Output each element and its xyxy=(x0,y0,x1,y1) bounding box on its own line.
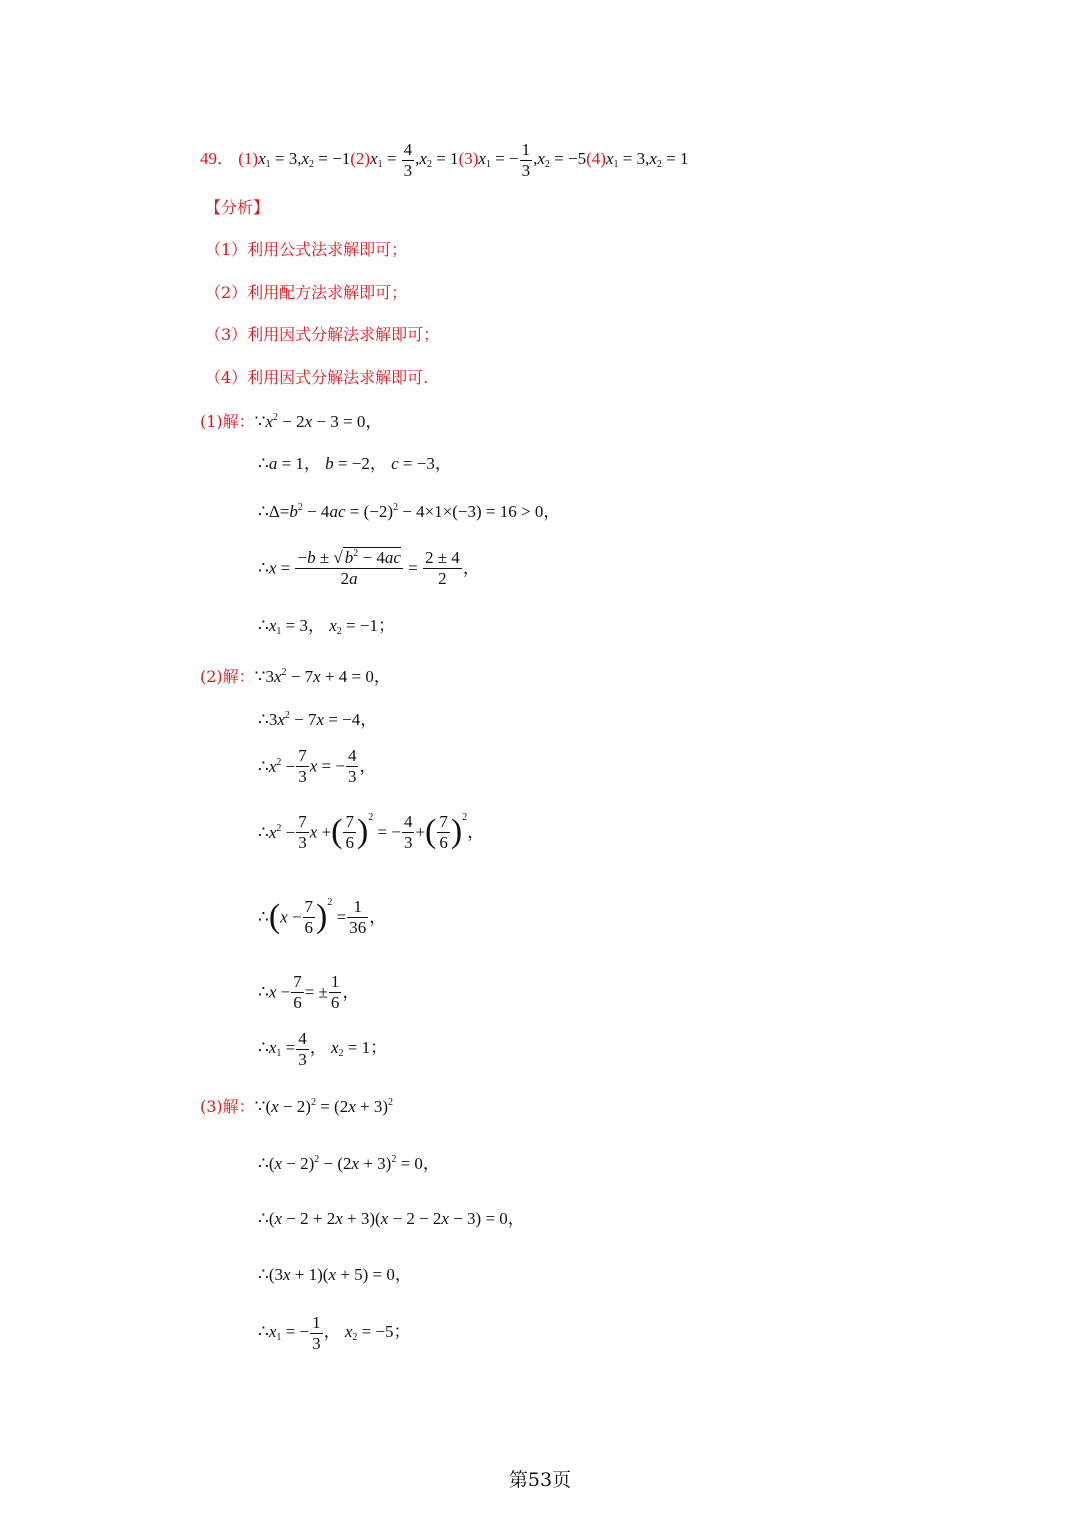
problem-number: 49． xyxy=(200,148,234,168)
solution-2-step-square-form: ∴(x − $\frac{7}{6}$ )$^2$ = $\frac{1}{36}$ ， xyxy=(258,896,387,937)
solution-1-step-coefficients: ∴a = 1， b = −2， c = −3， xyxy=(258,454,452,473)
solution-2-step-roots: $\therefore x_1$ = $\frac{4}{3}$ ， $x_2 = 1$； xyxy=(258,1029,388,1069)
solution-3-label: (3)解： xyxy=(200,1097,255,1116)
solution-3-step-factor: ∴(x − 2 + 2x + 3)(x − 2 − 2x − 3) = 0， xyxy=(258,1209,525,1228)
solution-2-step-move: $\therefore 3x^2 - 7x = -4$， xyxy=(258,710,378,729)
solution-2-step-divide: $\therefore x^2$ − $\frac{7}{3}$ x = − $\frac{4}{3}$ ， xyxy=(258,746,377,786)
solution-2-label: (2)解： xyxy=(200,667,255,686)
solution-3-step-simplify: ∴(3x + 1)(x + 5) = 0， xyxy=(258,1265,412,1284)
page-number: 第53页 xyxy=(508,1469,572,1491)
analysis-item-1: （1）利用公式法求解即可； xyxy=(205,240,408,259)
analysis-item-2: （2）利用配方法求解即可； xyxy=(205,283,408,302)
solution-1-label: (1)解： xyxy=(200,412,255,431)
solution-2-step-complete-square: $\therefore x^2$ − $\frac{7}{3}$ x +( $\frac{7}{6}$ )$^2$ = − $\frac{4}{3}$ +( $\frac{7}{6}$ )$^2$， xyxy=(258,811,485,852)
solution-3-start: (3)解：∵(x − $2)^2 = (2x + 3)^2$ xyxy=(200,1097,393,1116)
solution-2-step-sqrt: ∴x − $\frac{7}{6}$ = ± $\frac{1}{6}$ ， xyxy=(258,972,360,1012)
analysis-header: 【分析】 xyxy=(205,198,270,217)
solution-3-step-move: ∴(x − $2)^2 - (2x + 3)^2 = 0$， xyxy=(258,1154,440,1173)
part-4-tag: (4) xyxy=(586,148,606,168)
solution-1-step-formula: ∴x = $\frac{-b \pm √ b^2 - 4ac}{2a}$ = $\frac{2 \pm 4}{2}$ ， xyxy=(258,548,480,588)
part-3-tag: (3) xyxy=(458,148,479,168)
solution-1-step-roots: $\therefore x_1 = 3$， $x_2 = -1$； xyxy=(258,616,395,637)
answer-summary: 49． $(1)x_1 = 3,x_2 = -1(2)x_1$ = $\frac{4}{3}$ $,x_2 = 1(3)x_1$ = − $\frac{1}{3}$ $,x_2 = -5(4)x_1 = 3,x_2 = 1$ xyxy=(200,140,689,180)
solution-1-step-discriminant: $\therefore\Delta=b^2 - 4ac = (-2)^2 - 4\times 1\times(-3) = 16 > 0$， xyxy=(258,502,561,521)
analysis-item-3: （3）利用因式分解法求解即可； xyxy=(205,325,440,344)
part-1-tag: (1) xyxy=(238,148,259,168)
solution-2-start: (2)解：$\because 3x^2 - 7x + 4 = 0$， xyxy=(200,667,391,686)
solution-1-start: (1)解：$\because x^2 - 2x - 3 = 0$， xyxy=(200,412,383,431)
part-2-tag: (2) xyxy=(350,148,371,168)
analysis-item-4: （4）利用因式分解法求解即可. xyxy=(205,368,429,387)
solution-3-step-roots: $\therefore x_1$ = − $\frac{1}{3}$ ， $x_2 = -5$； xyxy=(258,1313,411,1353)
